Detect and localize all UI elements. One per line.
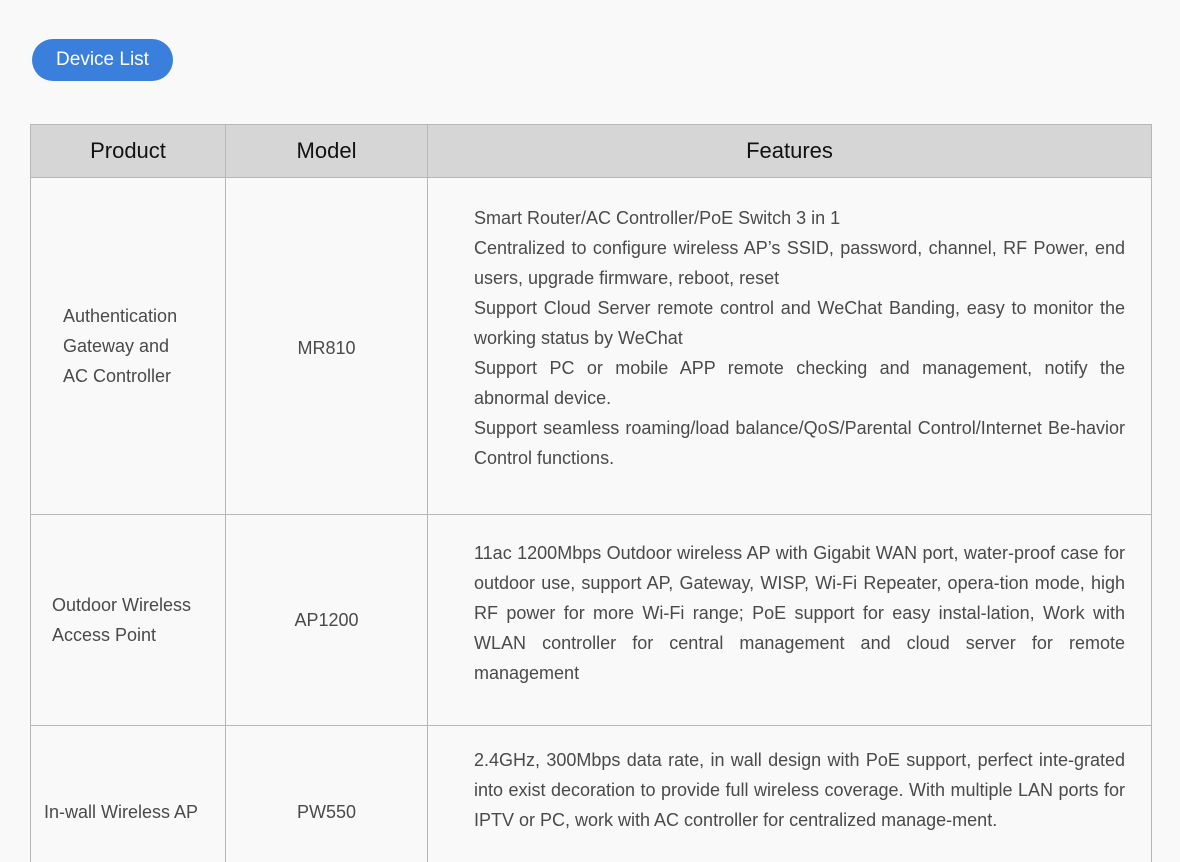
column-header-model: Model — [226, 125, 428, 178]
product-name-line: Outdoor Wireless — [52, 595, 192, 615]
feature-item: Support PC or mobile APP remote checking and management, notify the abnormal device. — [474, 358, 1125, 408]
product-name-line: In-wall Wireless AP — [44, 802, 199, 822]
table-header-row — [31, 125, 1152, 178]
model-cell: AP1200 — [226, 515, 428, 726]
product-cell — [31, 515, 226, 726]
column-header-product: Product — [31, 125, 226, 178]
table-row — [31, 726, 1152, 862]
product-name-line: Gateway and — [63, 336, 170, 356]
feature-item: Support Cloud Server remote control and WeChat Banding, easy to monitor the working status by WeChat — [474, 298, 1125, 348]
device-list-button[interactable]: Device List — [32, 39, 173, 81]
product-cell — [31, 726, 226, 862]
table-row — [31, 178, 1152, 515]
features-cell — [428, 515, 1152, 726]
product-cell — [31, 178, 226, 515]
feature-item: 2.4GHz, 300Mbps data rate, in wall design with PoE support, perfect inte-grated into exist decoration to provide full wireless coverage. With multiple LAN ports for IPTV or PC, work with AC controller for centralized manage-ment. — [474, 750, 1125, 830]
model-cell: MR810 — [226, 178, 428, 515]
feature-item: Centralized to configure wireless AP’s SSID, password, channel, RF Power, end users, upgrade firmware, reboot, reset — [474, 238, 1125, 288]
feature-item: Smart Router/AC Controller/PoE Switch 3 in 1 — [474, 208, 841, 228]
device-table — [30, 124, 1152, 862]
product-name-line: Authentication — [63, 306, 178, 326]
product-name-line: Access Point — [52, 625, 157, 645]
features-cell — [428, 726, 1152, 862]
product-name-line: AC Controller — [63, 366, 172, 386]
features-cell — [428, 178, 1152, 515]
model-cell: PW550 — [226, 726, 428, 862]
feature-item: 11ac 1200Mbps Outdoor wireless AP with Gigabit WAN port, water-proof case for outdoor use, support AP, Gateway, WISP, Wi-Fi Repeater, opera-tion mode, high RF power for more Wi-Fi range; PoE support for easy instal-lation, Work with WLAN controller for central management and cloud server for remote management — [474, 543, 1125, 683]
table-row — [31, 515, 1152, 726]
column-header-features: Features — [428, 125, 1152, 178]
feature-item: Support seamless roaming/load balance/QoS/Parental Control/Internet Be-havior Control functions. — [474, 418, 1125, 468]
